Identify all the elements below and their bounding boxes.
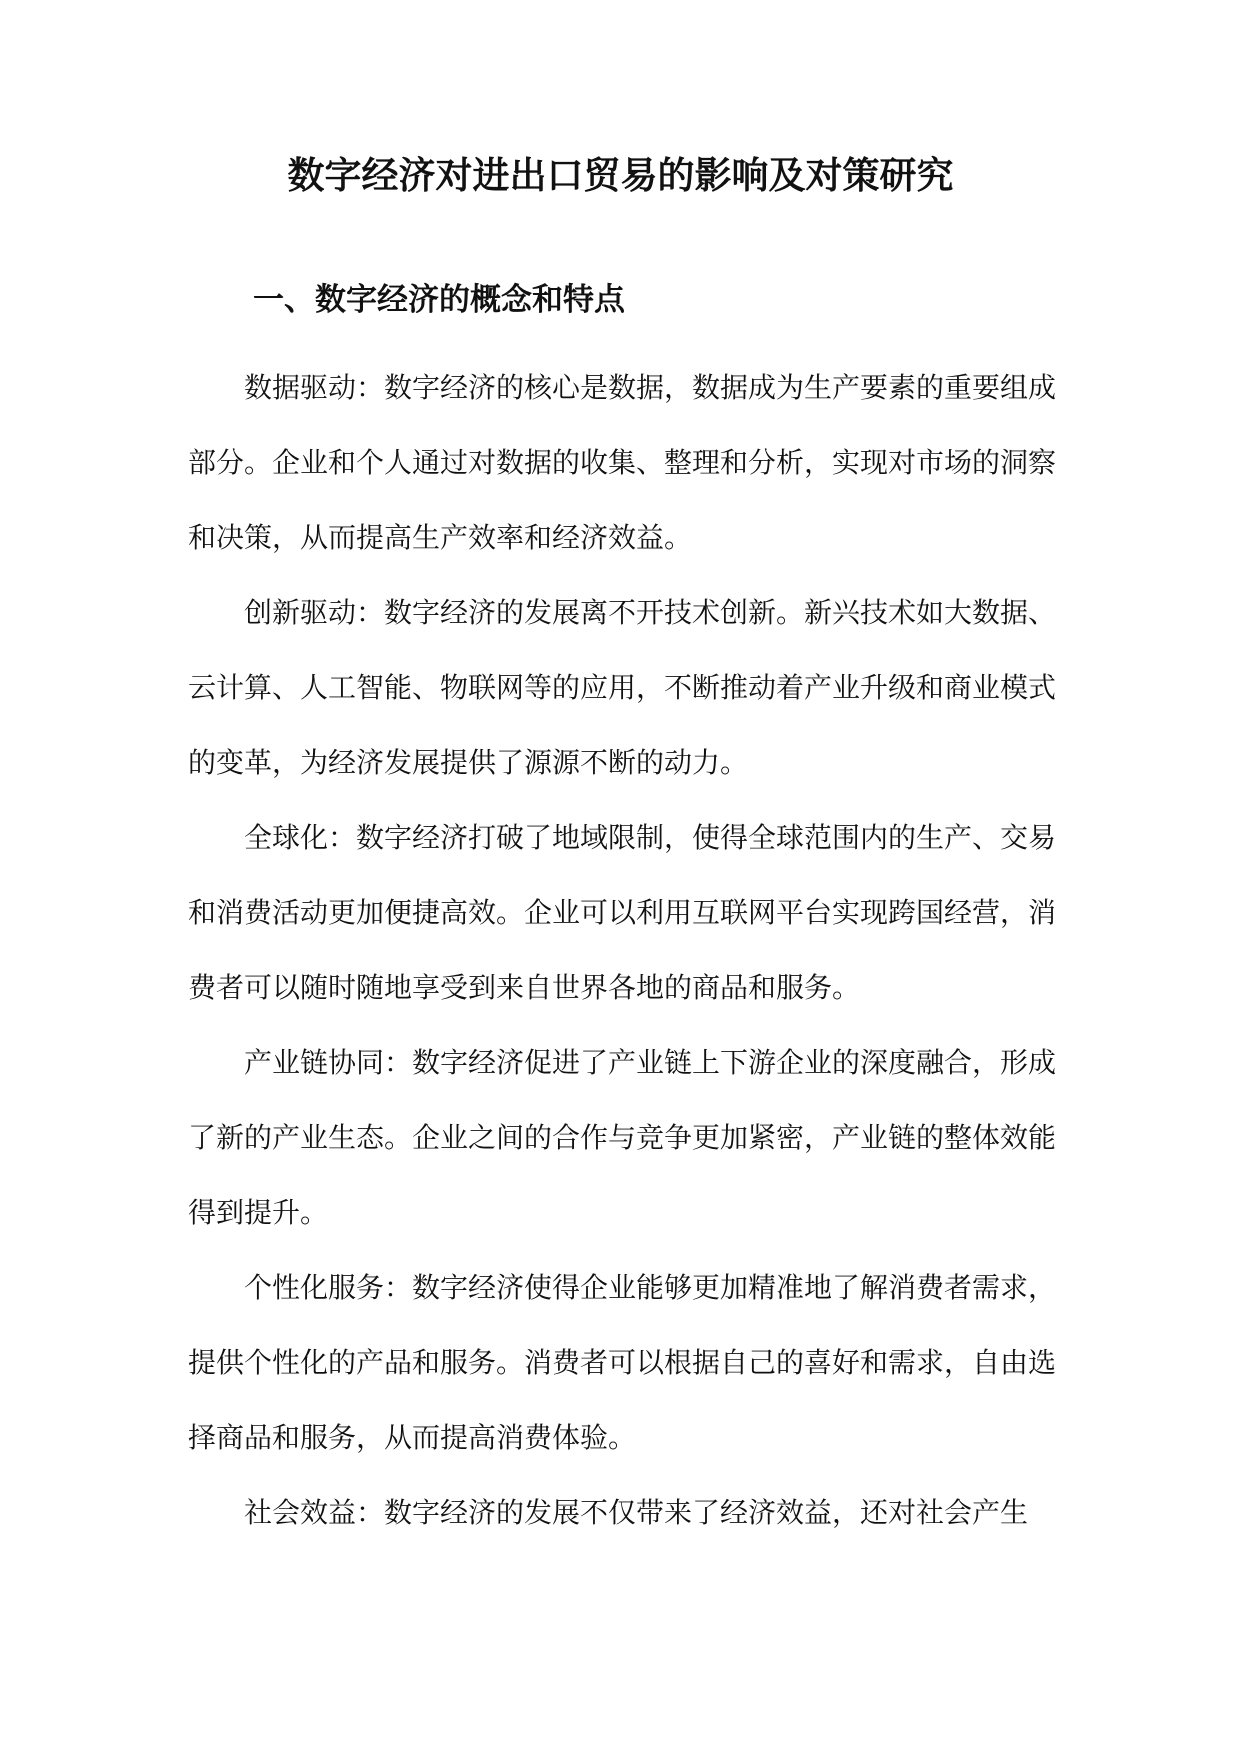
paragraph-industry-chain: 产业链协同：数字经济促进了产业链上下游企业的深度融合，形成了新的产业生态。企业之间的合作与竞争更加紧密，产业链的整体效能得到提升。: [188, 1046, 1057, 1229]
body-text: [188, 350, 1056, 1550]
document-title: 数字经济对进出口贸易的影响及对策研究: [287, 153, 954, 197]
paragraph-social-benefit: 社会效益：数字经济的发展不仅带来了经济效益，还对社会产生: [244, 1496, 1029, 1529]
paragraph-personalized-service: 个性化服务：数字经济使得企业能够更加精准地了解消费者需求，提供个性化的产品和服务。消费者可以根据自己的喜好和需求，自由选择商品和服务，从而提高消费体验。: [188, 1271, 1057, 1454]
paragraph-innovation-driven: 创新驱动：数字经济的发展离不开技术创新。新兴技术如大数据、云计算、人工智能、物联网等的应用，不断推动着产业升级和商业模式的变革，为经济发展提供了源源不断的动力。: [188, 596, 1057, 779]
section-heading: 一、数字经济的概念和特点: [253, 282, 625, 318]
paragraph-data-driven: 数据驱动：数字经济的核心是数据，数据成为生产要素的重要组成部分。企业和个人通过对数据的收集、整理和分析，实现对市场的洞察和决策，从而提高生产效率和经济效益。: [188, 371, 1057, 554]
paragraph-globalization: 全球化：数字经济打破了地域限制，使得全球范围内的生产、交易和消费活动更加便捷高效。企业可以利用互联网平台实现跨国经营，消费者可以随时随地享受到来自世界各地的商品和服务。: [188, 821, 1057, 1004]
